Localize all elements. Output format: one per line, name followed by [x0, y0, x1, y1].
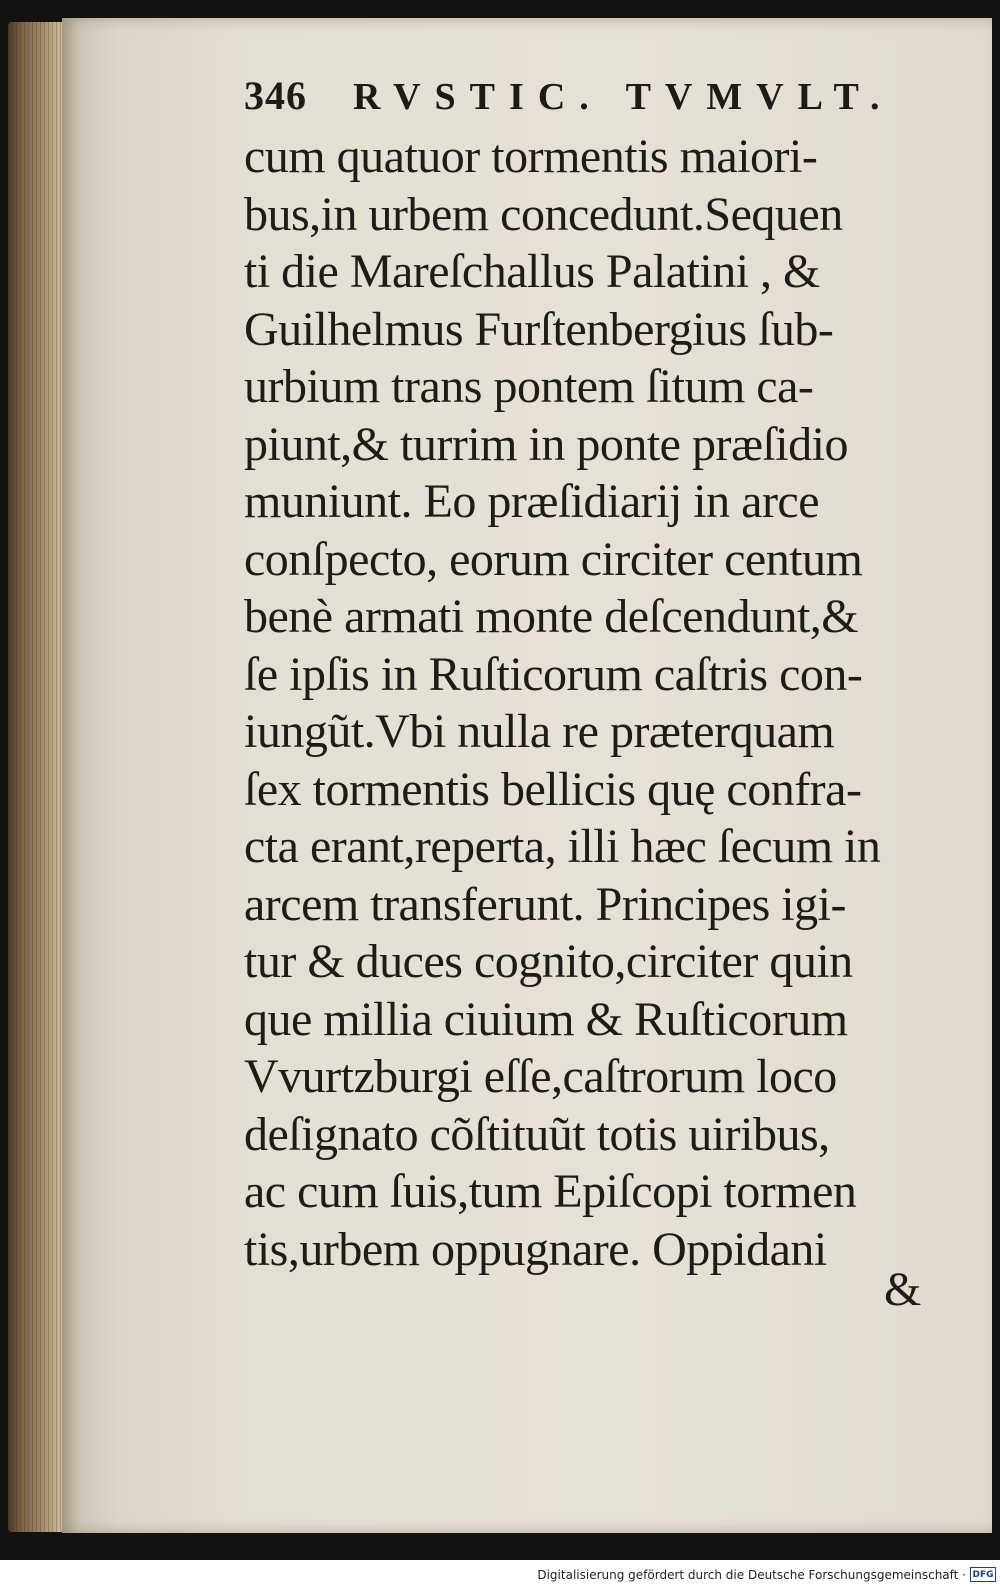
text-line: urbium trans pontem ſitum ca-: [244, 360, 814, 413]
text-line: ſex tormentis bellicis quę confra-: [244, 762, 862, 816]
text-line: deſignato cõſtituũt totis uiribus,: [244, 1107, 830, 1161]
text-line: cta erant,reperta, illi hæc ſecum in: [244, 820, 881, 873]
text-line: benè armati monte deſcendunt,&: [244, 590, 859, 643]
text-line: arcem transferunt. Principes igi-: [244, 877, 846, 931]
text-line: tis,urbem oppugnare. Oppidani: [244, 1222, 827, 1276]
text-line: piunt,& turrim in ponte præſidio: [244, 417, 848, 471]
page-number: 346: [244, 73, 307, 118]
body-text: [244, 128, 944, 1278]
text-line: tur & duces cognito,circiter quin: [244, 935, 853, 988]
text-line: Guilhelmus Furſtenbergius ſub-: [244, 302, 834, 356]
dfg-logo: DFG: [970, 1567, 996, 1582]
text-line: iungũt.Vbi nulla re præterquam: [244, 705, 835, 758]
text-line: ac cum ſuis,tum Epiſcopi tormen: [244, 1165, 857, 1218]
catchword: &: [884, 1263, 922, 1316]
text-line: que millia ciuium & Ruſticorum: [244, 992, 848, 1046]
text-line: muniunt. Eo præſidiarij in arce: [244, 475, 820, 528]
text-line: ti die Mareſchallus Palatini , &: [244, 245, 820, 298]
digitization-footer: [0, 1560, 1000, 1590]
running-title: RVSTIC. TVMVLT.: [353, 76, 894, 118]
text-line: Vvurtzburgi eſſe,caſtrorum loco: [244, 1050, 837, 1103]
text-line: bus,in urbem concedunt.Sequen: [244, 187, 843, 241]
book-page-edges: [8, 22, 64, 1532]
text-line: cum quatuor tormentis maiori-: [244, 130, 818, 183]
funding-credit: Digitalisierung gefördert durch die Deutsche Forschungsgemeinschaft ·: [537, 1568, 966, 1582]
text-line: conſpecto, eorum circiter centum: [244, 532, 863, 586]
text-line: ſe ipſis in Ruſticorum caſtris con-: [244, 647, 863, 701]
running-head: [244, 72, 934, 119]
